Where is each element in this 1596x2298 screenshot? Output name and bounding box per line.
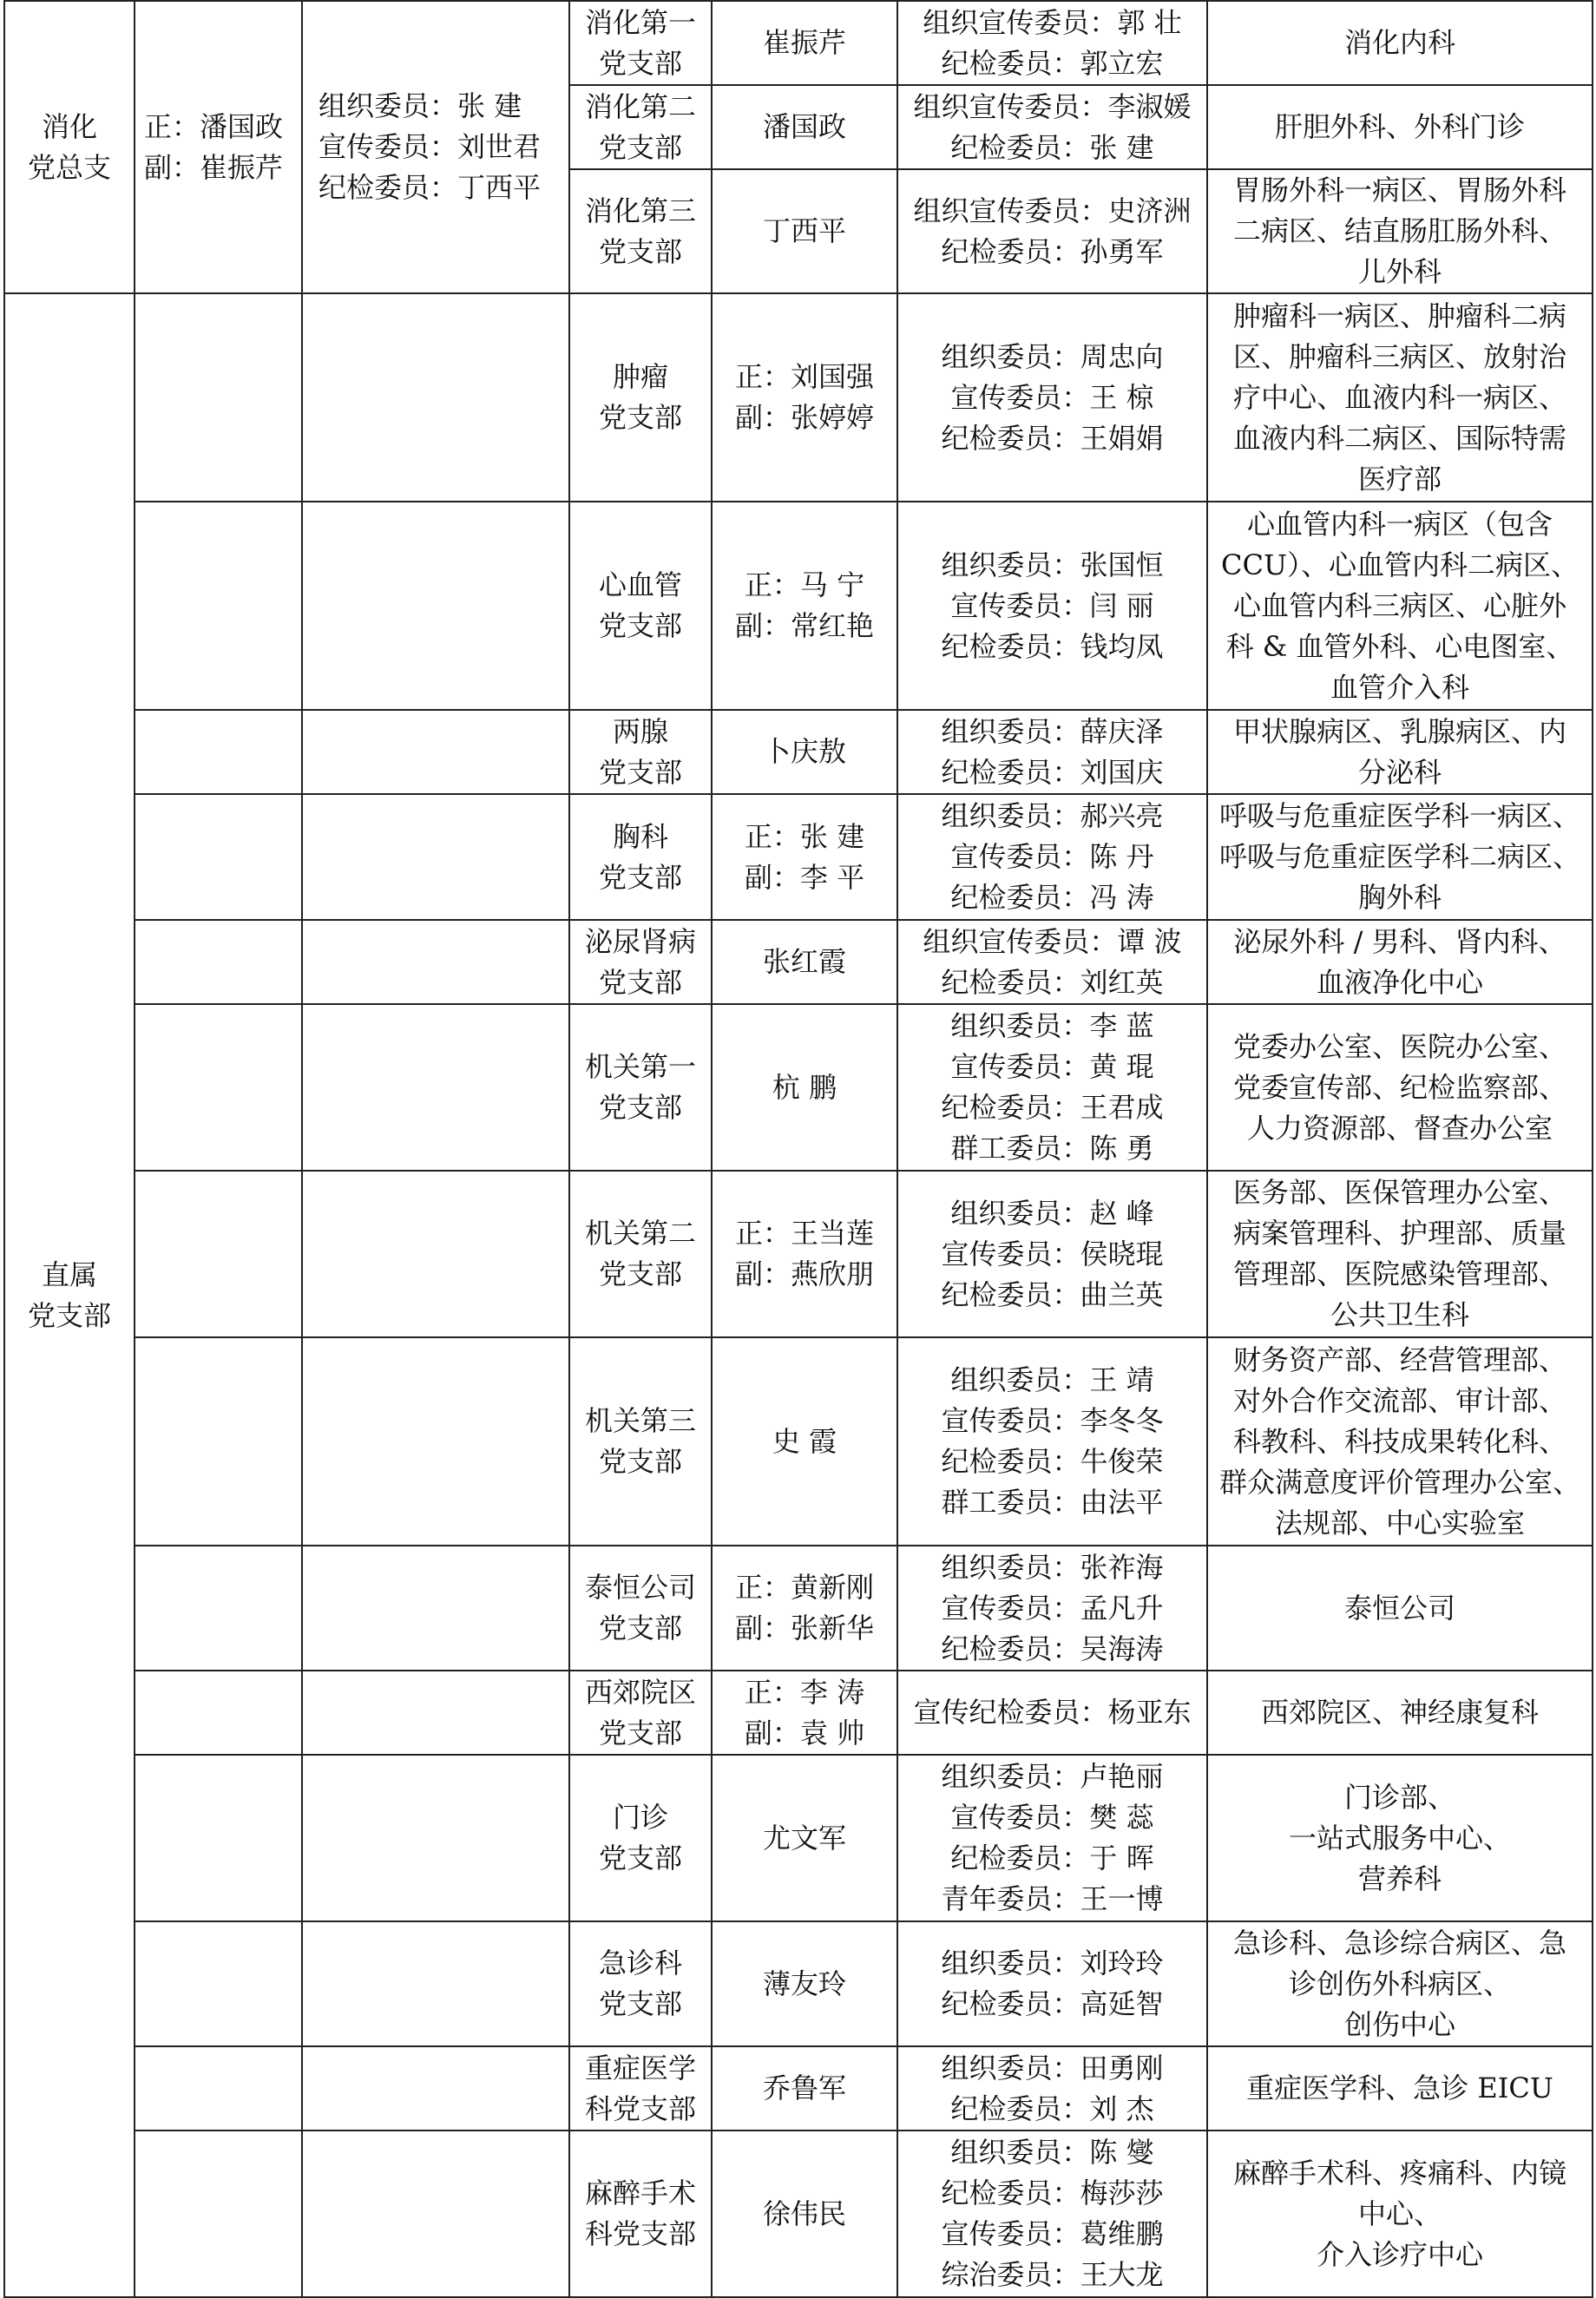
branch-leader-cell <box>712 293 897 502</box>
committee-cell-line: 宣传委员：黄 琨 <box>950 1050 1154 1083</box>
departments-cell-line: 对外合作交流部、审计部、 <box>1232 1383 1566 1417</box>
committee-cell <box>897 1337 1207 1546</box>
branch-name-cell-line: 胸科 <box>612 819 668 853</box>
committee-cell <box>897 85 1207 169</box>
branch-leader-cell-line: 正：黄新刚 <box>734 1571 874 1604</box>
table-row <box>4 1921 1593 2046</box>
departments-cell-line: 病案管理科、护理部、质量 <box>1232 1217 1566 1250</box>
departments-cell-line: 疗中心、血液内科一病区、 <box>1232 380 1566 414</box>
committee-cell-line: 组织委员：刘玲玲 <box>941 1947 1164 1980</box>
branch-name-cell-line: 党支部 <box>598 234 682 268</box>
departments-cell-line: 儿外科 <box>1357 255 1442 288</box>
branch-leader-cell-line: 潘国政 <box>762 110 846 143</box>
branch-name-cell-line: 党支部 <box>598 1612 682 1645</box>
committee-cell-line: 组织委员：卢艳丽 <box>941 1760 1164 1793</box>
committee-cell-line: 纪检委员：王娟娟 <box>941 421 1164 455</box>
blank-members-cell <box>302 1755 569 1921</box>
departments-cell <box>1207 794 1593 920</box>
branch-name-cell-line: 党支部 <box>598 46 682 80</box>
table-row <box>4 1004 1593 1171</box>
committee-cell-line: 纪检委员：王君成 <box>941 1091 1164 1124</box>
committee-cell-line: 纪检委员：牛俊荣 <box>941 1445 1164 1478</box>
departments-cell <box>1207 85 1593 169</box>
committee-cell-line: 纪检委员：孙勇军 <box>941 234 1164 268</box>
table-row <box>4 1755 1593 1921</box>
branch-leader-cell <box>712 920 897 1004</box>
departments-cell-line: 甲状腺病区、乳腺病区、内 <box>1232 714 1566 748</box>
branch-name-cell-line: 科党支部 <box>584 2091 696 2125</box>
committee-cell-line: 组织委员：李 蓝 <box>950 1009 1154 1042</box>
committee-cell-line: 宣传委员：王 椋 <box>950 380 1154 414</box>
branch-name-cell <box>569 1 712 85</box>
blank-members-cell <box>302 1546 569 1671</box>
branch-name-cell-line: 重症医学 <box>584 2051 696 2085</box>
departments-cell-line: 医疗部 <box>1357 462 1442 496</box>
departments-cell-line: 血液内科二病区、国际特需 <box>1232 421 1566 455</box>
branch-name-cell-line: 机关第二 <box>584 1217 696 1250</box>
departments-cell-line: 中心、 <box>1357 2196 1442 2230</box>
committee-cell <box>897 293 1207 502</box>
table-row <box>4 1546 1593 1671</box>
section-name-cell <box>4 1 135 293</box>
committee-cell-line: 宣传纪检委员：杨亚东 <box>913 1696 1192 1729</box>
committee-cell-line: 组织宣传委员：郭 壮 <box>923 5 1182 39</box>
committee-cell-line: 综治委员：王大龙 <box>941 2258 1164 2291</box>
committee-cell-line: 纪检委员：高延智 <box>941 1987 1164 2020</box>
branch-leader-cell-line: 副：常红艳 <box>734 609 874 642</box>
committee-cell-line: 青年委员：王一博 <box>941 1882 1164 1915</box>
section-leader-cell-line: 正：潘国政 <box>144 109 284 143</box>
branch-leader-cell <box>712 1337 897 1546</box>
committee-cell-line: 群工委员：由法平 <box>941 1486 1164 1519</box>
departments-cell-line: 党委宣传部、纪检监察部、 <box>1232 1070 1566 1104</box>
table-row <box>4 2131 1593 2297</box>
departments-cell-line: 急诊科、急诊综合病区、急 <box>1232 1926 1566 1960</box>
branch-leader-cell <box>712 794 897 920</box>
departments-cell-line: 门诊部、 <box>1343 1780 1455 1814</box>
departments-cell-line: 胃肠外科一病区、胃肠外科 <box>1232 174 1566 207</box>
committee-cell-line: 组织委员：张国恒 <box>941 548 1164 581</box>
branch-leader-cell-line: 正：刘国强 <box>734 360 874 393</box>
committee-cell <box>897 1671 1207 1755</box>
branch-name-cell <box>569 1546 712 1671</box>
branch-name-cell-line: 党支部 <box>598 1257 682 1290</box>
committee-cell-line: 组织宣传委员：谭 波 <box>923 924 1182 958</box>
branch-leader-cell-line: 卜庆敖 <box>762 735 846 768</box>
branch-name-cell <box>569 1671 712 1755</box>
committee-cell-line: 纪检委员：钱均凤 <box>941 629 1164 663</box>
branch-leader-cell-line: 史 霞 <box>772 1424 837 1458</box>
table-row <box>4 794 1593 920</box>
branch-name-cell <box>569 85 712 169</box>
departments-cell <box>1207 169 1593 293</box>
committee-cell <box>897 1921 1207 2046</box>
branch-name-cell-line: 两腺 <box>612 714 668 748</box>
table-row <box>4 1171 1593 1337</box>
committee-cell <box>897 2046 1207 2131</box>
section-members-cell-line: 宣传委员：刘世君 <box>319 130 542 163</box>
departments-cell <box>1207 1546 1593 1671</box>
branch-name-cell-line: 消化第二 <box>584 89 696 123</box>
branch-leader-cell-line: 薄友玲 <box>762 1966 846 2000</box>
blank-members-cell <box>302 293 569 502</box>
branch-name-cell-line: 机关第三 <box>584 1404 696 1437</box>
committee-cell-line: 组织委员：陈 燮 <box>950 2136 1154 2169</box>
committee-cell-line: 组织委员：赵 峰 <box>950 1196 1154 1230</box>
blank-members-cell <box>302 920 569 1004</box>
blank-members-cell <box>302 502 569 710</box>
branch-name-cell-line: 党支部 <box>598 1842 682 1875</box>
table-row <box>4 502 1593 710</box>
departments-cell-line: 血管介入科 <box>1330 670 1469 704</box>
branch-leader-cell-line: 副：燕欣朋 <box>734 1257 874 1290</box>
branch-leader-cell <box>712 1004 897 1171</box>
committee-cell-line: 宣传委员：陈 丹 <box>950 840 1154 873</box>
branch-name-cell-line: 急诊科 <box>598 1947 682 1980</box>
committee-cell-line: 组织委员：张祚海 <box>941 1550 1164 1584</box>
blank-members-cell <box>302 1921 569 2046</box>
branch-leader-cell-line: 正：张 建 <box>744 819 865 853</box>
committee-cell <box>897 1004 1207 1171</box>
departments-cell-line: 重症医学科、急诊 EICU <box>1246 2071 1553 2104</box>
departments-cell <box>1207 710 1593 794</box>
branch-name-cell-line: 消化第一 <box>584 5 696 39</box>
committee-cell <box>897 169 1207 293</box>
blank-leader-cell <box>135 2046 302 2131</box>
table-row <box>4 1 1593 85</box>
branch-name-cell <box>569 1171 712 1337</box>
departments-cell <box>1207 1671 1593 1755</box>
branch-name-cell-line: 麻醉手术 <box>584 2177 696 2209</box>
blank-leader-cell <box>135 1755 302 1921</box>
branch-name-cell-line: 党支部 <box>598 401 682 434</box>
departments-cell-line: 泌尿外科 / 男科、肾内科、 <box>1233 924 1566 958</box>
branch-name-cell-line: 泌尿肾病 <box>584 924 696 958</box>
branch-name-cell-line: 门诊 <box>612 1801 668 1834</box>
branch-leader-cell <box>712 1 897 85</box>
departments-cell-line: 消化内科 <box>1343 26 1455 59</box>
departments-cell-line: 人力资源部、督查办公室 <box>1246 1111 1553 1145</box>
committee-cell-line: 群工委员：陈 勇 <box>950 1132 1154 1165</box>
branch-leader-cell-line: 副：李 平 <box>744 860 865 894</box>
branch-name-cell-line: 党支部 <box>598 1716 682 1750</box>
blank-members-cell <box>302 2046 569 2131</box>
table-row <box>4 1337 1593 1546</box>
branch-name-cell-line: 泰恒公司 <box>584 1571 696 1604</box>
blank-leader-cell <box>135 1004 302 1171</box>
committee-cell-line: 纪检委员：曲兰英 <box>941 1277 1164 1311</box>
branch-name-cell-line: 肿瘤 <box>612 360 668 393</box>
departments-cell-line: 一站式服务中心、 <box>1288 1821 1511 1855</box>
departments-cell-line: 财务资产部、经营管理部、 <box>1232 1343 1566 1376</box>
branch-leader-cell-line: 副：张婷婷 <box>734 401 874 434</box>
committee-cell-line: 组织委员：周忠向 <box>941 339 1164 373</box>
section-members-cell-line: 组织委员：张 建 <box>319 89 522 122</box>
departments-cell-line: 创伤中心 <box>1343 2007 1455 2041</box>
branch-name-cell-line: 科党支部 <box>584 2217 696 2250</box>
committee-cell-line: 宣传委员：闫 丽 <box>950 588 1154 622</box>
branch-leader-cell-line: 丁西平 <box>762 214 846 247</box>
table-row <box>4 710 1593 794</box>
branch-leader-cell-line: 正：王当莲 <box>734 1217 874 1250</box>
branch-leader-cell <box>712 85 897 169</box>
departments-cell <box>1207 2131 1593 2297</box>
departments-cell <box>1207 1755 1593 1921</box>
branch-name-cell <box>569 2131 712 2297</box>
section-name-cell-line: 消化 <box>41 109 97 143</box>
branch-name-cell-line: 机关第一 <box>584 1050 696 1083</box>
blank-leader-cell <box>135 1171 302 1337</box>
committee-cell-line: 组织宣传委员：史济洲 <box>913 194 1192 227</box>
section-name-cell-line: 直属 <box>41 1257 97 1291</box>
blank-members-cell <box>302 794 569 920</box>
branch-name-cell-line: 党支部 <box>598 1987 682 2020</box>
blank-leader-cell <box>135 2131 302 2297</box>
departments-cell-line: 群众满意度评价管理办公室、 <box>1218 1465 1580 1499</box>
committee-cell <box>897 2131 1207 2297</box>
section-members-cell <box>302 1 569 293</box>
branch-leader-cell <box>712 710 897 794</box>
departments-cell-line: 胸外科 <box>1357 881 1442 914</box>
blank-leader-cell <box>135 293 302 502</box>
committee-cell-line: 组织委员：王 靖 <box>950 1363 1154 1396</box>
branch-name-cell-line: 党支部 <box>598 609 682 642</box>
section-leader-cell <box>135 1 302 293</box>
blank-members-cell <box>302 1171 569 1337</box>
committee-cell-line: 纪检委员：张 建 <box>950 130 1154 164</box>
table-row <box>4 920 1593 1004</box>
departments-cell-line: 血液净化中心 <box>1316 965 1483 999</box>
departments-cell-line: 党委办公室、医院办公室、 <box>1232 1029 1566 1063</box>
branch-leader-cell-line: 正：马 宁 <box>744 568 865 601</box>
blank-leader-cell <box>135 794 302 920</box>
departments-cell-line: 公共卫生科 <box>1330 1298 1469 1331</box>
blank-leader-cell <box>135 920 302 1004</box>
branch-name-cell <box>569 502 712 710</box>
table-row <box>4 1671 1593 1755</box>
committee-cell-line: 宣传委员：李冬冬 <box>941 1404 1164 1437</box>
departments-cell <box>1207 1337 1593 1546</box>
branch-leader-cell-line: 正：李 涛 <box>744 1675 865 1709</box>
branch-name-cell <box>569 1921 712 2046</box>
departments-cell <box>1207 1171 1593 1337</box>
branch-name-cell <box>569 169 712 293</box>
party-organization-table <box>3 0 1593 2298</box>
departments-cell-line: 分泌科 <box>1357 755 1442 789</box>
departments-cell-line: 二病区、结直肠肛肠外科、 <box>1232 214 1566 247</box>
branch-leader-cell <box>712 1671 897 1755</box>
branch-name-cell-line: 心血管 <box>598 568 682 601</box>
branch-name-cell <box>569 1337 712 1546</box>
section-leader-cell-line: 副：崔振芹 <box>144 150 284 184</box>
table-row <box>4 2046 1593 2131</box>
blank-leader-cell <box>135 1671 302 1755</box>
branch-leader-cell-line: 副：袁 帅 <box>744 1716 865 1750</box>
committee-cell-line: 纪检委员：于 晖 <box>950 1842 1154 1875</box>
branch-leader-cell <box>712 2131 897 2297</box>
blank-leader-cell <box>135 1921 302 2046</box>
blank-leader-cell <box>135 502 302 710</box>
committee-cell-line: 纪检委员：吴海涛 <box>941 1632 1164 1665</box>
blank-members-cell <box>302 2131 569 2297</box>
departments-cell-line: 呼吸与危重症医学科二病区、 <box>1218 840 1580 873</box>
branch-name-cell-line: 党支部 <box>598 1091 682 1124</box>
departments-cell-line: 心血管内科一病区（包含 <box>1246 507 1553 541</box>
departments-cell-line: 科 & 血管外科、心电图室、 <box>1225 629 1574 663</box>
committee-cell-line: 组织委员：薛庆泽 <box>941 714 1164 748</box>
committee-cell-line: 宣传委员：侯晓琨 <box>941 1237 1164 1270</box>
committee-cell-line: 纪检委员：刘 杰 <box>950 2091 1154 2125</box>
departments-cell <box>1207 2046 1593 2131</box>
branch-leader-cell-line: 副：张新华 <box>734 1612 874 1645</box>
committee-cell-line: 纪检委员：郭立宏 <box>941 46 1164 80</box>
blank-members-cell <box>302 710 569 794</box>
branch-name-cell <box>569 710 712 794</box>
branch-name-cell <box>569 2046 712 2131</box>
table-row <box>4 293 1593 502</box>
departments-cell <box>1207 293 1593 502</box>
branch-name-cell <box>569 1755 712 1921</box>
departments-cell <box>1207 1 1593 85</box>
committee-cell-line: 组织宣传委员：李淑媛 <box>913 89 1192 123</box>
committee-cell-line: 组织委员：田勇刚 <box>941 2051 1164 2085</box>
departments-cell-line: 肿瘤科一病区、肿瘤科二病 <box>1232 299 1566 332</box>
departments-cell-line: 介入诊疗中心 <box>1316 2237 1483 2271</box>
committee-cell <box>897 920 1207 1004</box>
committee-cell <box>897 710 1207 794</box>
departments-cell-line: 区、肿瘤科三病区、放射治 <box>1232 339 1566 373</box>
committee-cell-line: 宣传委员：孟凡升 <box>941 1591 1164 1625</box>
branch-leader-cell-line: 张红霞 <box>762 945 846 978</box>
departments-cell <box>1207 1004 1593 1171</box>
committee-cell <box>897 502 1207 710</box>
branch-leader-cell-line: 杭 鹏 <box>772 1070 837 1104</box>
branch-leader-cell <box>712 1546 897 1671</box>
departments-cell-line: 西郊院区、神经康复科 <box>1260 1696 1539 1729</box>
branch-name-cell-line: 党支部 <box>598 965 682 999</box>
departments-cell-line: 呼吸与危重症医学科一病区、 <box>1218 799 1580 832</box>
branch-name-cell <box>569 794 712 920</box>
departments-cell-line: 泰恒公司 <box>1343 1591 1455 1625</box>
departments-cell-line: 诊创伤外科病区、 <box>1288 1966 1511 2000</box>
branch-name-cell-line: 消化第三 <box>584 194 696 227</box>
departments-cell-line: 营养科 <box>1357 1861 1442 1895</box>
committee-cell-line: 纪检委员：冯 涛 <box>950 881 1154 914</box>
blank-leader-cell <box>135 710 302 794</box>
branch-leader-cell <box>712 1171 897 1337</box>
blank-members-cell <box>302 1337 569 1546</box>
branch-name-cell-line: 党支部 <box>598 1445 682 1478</box>
branch-leader-cell <box>712 1921 897 2046</box>
committee-cell-line: 纪检委员：刘红英 <box>941 965 1164 999</box>
branch-leader-cell <box>712 169 897 293</box>
departments-cell-line: 科教科、科技成果转化科、 <box>1232 1424 1566 1458</box>
committee-cell-line: 纪检委员：梅莎莎 <box>941 2177 1164 2209</box>
branch-leader-cell <box>712 2046 897 2131</box>
committee-cell-line: 宣传委员：葛维鹏 <box>941 2217 1164 2250</box>
committee-cell-line: 纪检委员：刘国庆 <box>941 755 1164 789</box>
committee-cell <box>897 1171 1207 1337</box>
departments-cell <box>1207 502 1593 710</box>
branch-name-cell <box>569 293 712 502</box>
committee-cell <box>897 1546 1207 1671</box>
departments-cell <box>1207 920 1593 1004</box>
section-name-cell-line: 党总支 <box>27 150 111 184</box>
blank-members-cell <box>302 1671 569 1755</box>
departments-cell-line: CCU）、心血管内科二病区、 <box>1221 548 1579 581</box>
section-name-cell-line: 党支部 <box>27 1298 111 1332</box>
committee-cell-line: 宣传委员：樊 蕊 <box>950 1801 1154 1834</box>
branch-leader-cell-line: 崔振芹 <box>762 26 846 59</box>
blank-leader-cell <box>135 1546 302 1671</box>
branch-leader-cell <box>712 502 897 710</box>
branch-name-cell <box>569 920 712 1004</box>
departments-cell-line: 法规部、中心实验室 <box>1274 1506 1525 1540</box>
committee-cell <box>897 794 1207 920</box>
departments-cell-line: 麻醉手术科、疼痛科、内镜 <box>1232 2156 1566 2190</box>
branch-name-cell-line: 西郊院区 <box>584 1675 696 1709</box>
branch-leader-cell <box>712 1755 897 1921</box>
branch-leader-cell-line: 尤文军 <box>762 1821 846 1855</box>
section-name-cell <box>4 293 135 2297</box>
branch-name-cell <box>569 1004 712 1171</box>
branch-leader-cell-line: 徐伟民 <box>762 2196 846 2230</box>
branch-name-cell-line: 党支部 <box>598 130 682 164</box>
committee-cell <box>897 1755 1207 1921</box>
branch-leader-cell-line: 乔鲁军 <box>762 2071 846 2104</box>
branch-name-cell-line: 党支部 <box>598 755 682 789</box>
committee-cell-line: 组织委员：郝兴亮 <box>941 799 1164 832</box>
blank-members-cell <box>302 1004 569 1171</box>
committee-cell <box>897 1 1207 85</box>
blank-leader-cell <box>135 1337 302 1546</box>
section-members-cell-line: 纪检委员：丁西平 <box>319 171 542 204</box>
departments-cell-line: 管理部、医院感染管理部、 <box>1232 1257 1566 1290</box>
departments-cell-line: 心血管内科三病区、心脏外 <box>1232 588 1566 622</box>
branch-name-cell-line: 党支部 <box>598 860 682 894</box>
departments-cell-line: 肝胆外科、外科门诊 <box>1274 110 1525 143</box>
departments-cell <box>1207 1921 1593 2046</box>
departments-cell-line: 医务部、医保管理办公室、 <box>1232 1176 1566 1209</box>
table-body <box>4 1 1593 2297</box>
